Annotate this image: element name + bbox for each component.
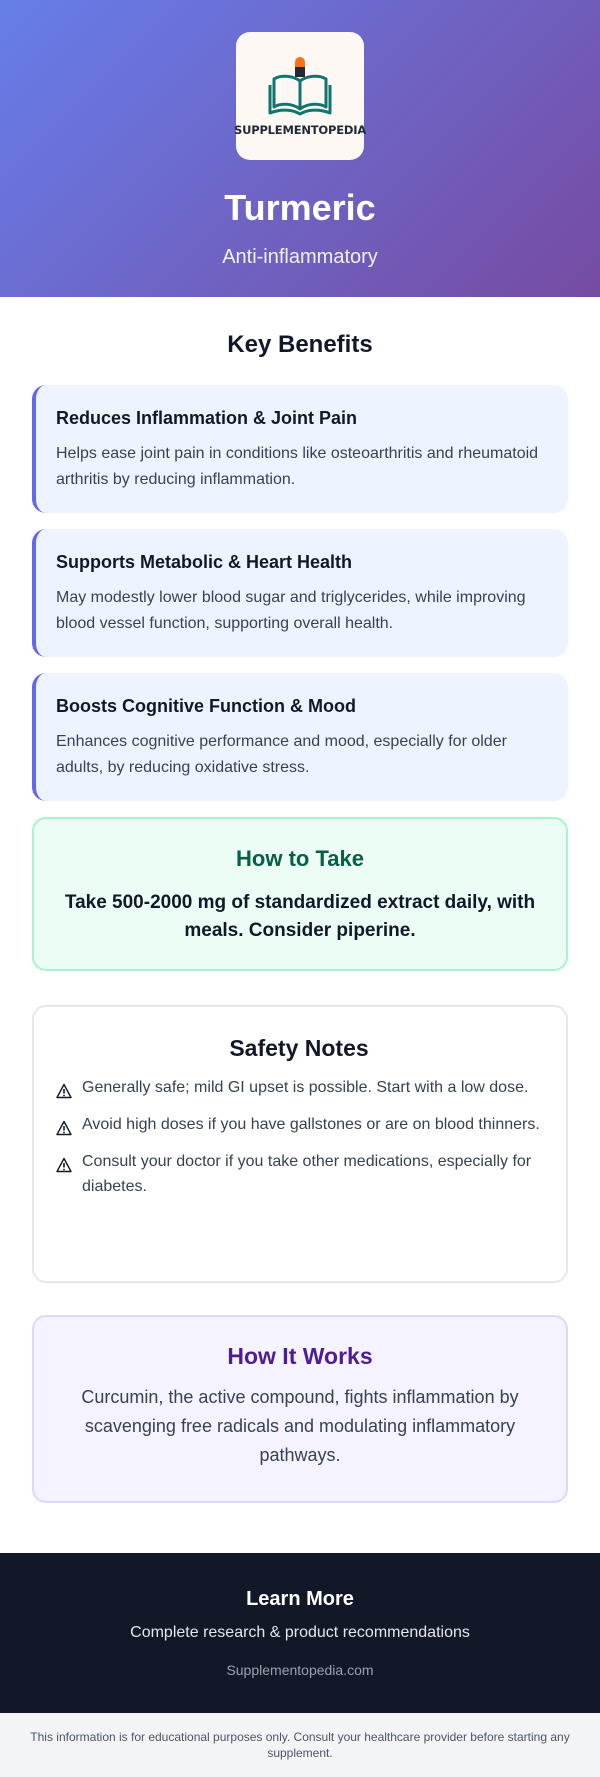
how-to-take-text: Take 500-2000 mg of standardized extract daily, with meals. Consider piperine.	[64, 892, 536, 941]
learn-more-heading: Learn More	[246, 1588, 354, 1610]
how-it-works-heading: How It Works	[227, 1343, 373, 1369]
benefit-description: Enhances cognitive performance and mood, especially for older adults, by reducing oxidative stress.	[56, 733, 507, 776]
brand-logo	[234, 32, 367, 160]
benefit-title: Supports Metabolic & Heart Health	[56, 552, 353, 572]
benefit-card	[32, 529, 568, 657]
benefit-title: Reduces Inflammation & Joint Pain	[56, 408, 358, 428]
page-subtitle: Anti-inflammatory	[222, 246, 378, 268]
footer-subtitle: Complete research & product recommendations	[130, 1624, 470, 1641]
key-benefits-heading: Key Benefits	[227, 331, 373, 358]
safety-notes-card	[32, 1005, 568, 1283]
hero-banner	[0, 0, 600, 297]
benefit-card	[32, 673, 568, 801]
how-to-take-card	[32, 817, 568, 971]
warning-icon	[56, 1157, 72, 1173]
benefit-title: Boosts Cognitive Function & Mood	[56, 696, 356, 716]
benefit-description: Helps ease joint pain in conditions like osteoarthritis and rheumatoid arthritis by reducing inflammation.	[56, 445, 539, 488]
safety-note	[56, 1075, 542, 1100]
brand-logo-text: SUPPLEMENTOPEDIA	[234, 123, 367, 137]
footer	[0, 1553, 600, 1713]
safety-note-text: Generally safe; mild GI upset is possible. Start with a low dose.	[82, 1079, 529, 1096]
website-link[interactable]: Supplementopedia.com	[226, 1662, 374, 1678]
key-benefits-section	[0, 297, 600, 1503]
safety-notes-heading: Safety Notes	[229, 1035, 369, 1061]
safety-note	[56, 1112, 542, 1137]
safety-note	[56, 1149, 542, 1199]
page-title: Turmeric	[224, 187, 376, 228]
safety-note-text: Consult your doctor if you take other medications, especially for diabetes.	[82, 1153, 532, 1195]
benefit-card	[32, 385, 568, 513]
warning-icon	[56, 1083, 72, 1099]
safety-note-text: Avoid high doses if you have gallstones or are on blood thinners.	[82, 1116, 540, 1133]
how-it-works-text: Curcumin, the active compound, fights inflammation by scavenging free radicals and modulating inflammatory pathways.	[81, 1387, 519, 1465]
how-it-works-card	[32, 1315, 568, 1503]
disclaimer: This information is for educational purposes only. Consult your healthcare provider before starting any supplement.	[0, 1713, 600, 1777]
how-to-take-heading: How to Take	[236, 846, 364, 871]
benefit-description: May modestly lower blood sugar and triglycerides, while improving blood vessel function, supporting overall health.	[56, 589, 526, 632]
book-capsule-icon	[268, 55, 332, 117]
warning-icon	[56, 1120, 72, 1136]
